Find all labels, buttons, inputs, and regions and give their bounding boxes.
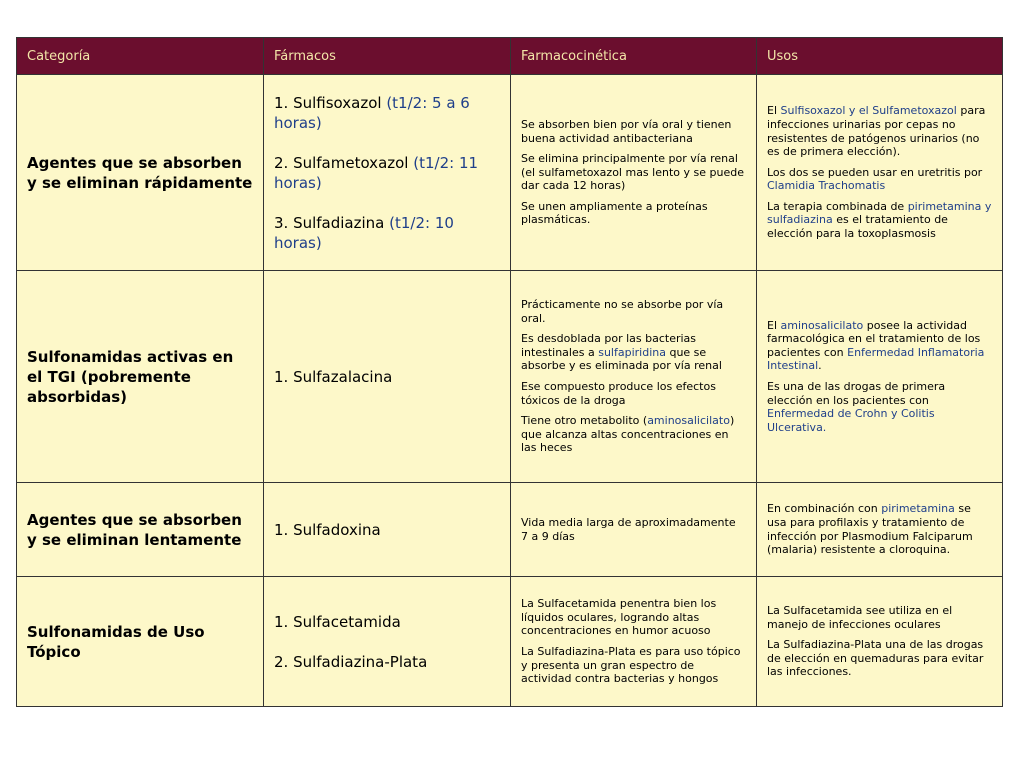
pharmacokinetics-cell — [511, 577, 757, 707]
uses-paragraph: La Sulfadiazina-Plata una de las drogas de elección en quemaduras para evitar las infecciones. — [767, 638, 984, 679]
header-usos: Usos — [757, 38, 1003, 75]
category-cell: Agentes que se absorben y se eliminan rápidamente — [17, 75, 264, 271]
pk-paragraph: La Sulfacetamida penentra bien los líquidos oculares, logrando altas concentraciones en humor acuoso — [521, 597, 717, 638]
drug-item: 1. Sulfazalacina — [274, 367, 393, 386]
pk-paragraph: Ese compuesto produce los efectos tóxicos de la droga — [521, 380, 716, 407]
pk-paragraph: Vida media larga de aproximadamente 7 a 9 días — [521, 515, 736, 543]
table-row — [17, 271, 1003, 483]
pk-paragraph: Es desdoblada por las bacterias intestinales a sulfapiridina que se absorbe y es eliminada por vía renal — [521, 332, 722, 373]
table-row — [17, 577, 1003, 707]
uses-paragraph: Es una de las drogas de primera elección en los pacientes con Enfermedad de Crohn y Colitis Ulcerativa. — [767, 380, 946, 434]
drugs-cell — [264, 271, 511, 483]
sulfonamides-table — [16, 37, 1003, 707]
drug-item: 1. Sulfacetamida — [274, 612, 401, 631]
category-cell: Agentes que se absorben y se eliminan lentamente — [17, 483, 264, 577]
drugs-cell — [264, 577, 511, 707]
pharmacokinetics-cell — [511, 75, 757, 271]
pk-paragraph: Se unen ampliamente a proteínas plasmáticas. — [521, 199, 708, 227]
drugs-cell — [264, 483, 511, 577]
header-farmacocinetica: Farmacocinética — [511, 38, 757, 75]
drug-item: 2. Sulfadiazina-Plata — [274, 652, 428, 671]
drug-item: 2. Sulfametoxazol (t1/2: 11 horas) — [274, 153, 479, 192]
header-row — [17, 38, 1003, 75]
drugs-cell — [264, 75, 511, 271]
category-cell: Sulfonamidas activas en el TGI (pobremente absorbidas) — [17, 271, 264, 483]
pk-paragraph: La Sulfadiazina-Plata es para uso tópico y presenta un gran espectro de actividad contra bacterias y hongos — [521, 645, 741, 686]
uses-cell — [757, 483, 1003, 577]
uses-paragraph: En combinación con pirimetamina se usa para profilaxis y tratamiento de infección por Plasmodium Falciparum (malaria) resistente a cloroquina. — [767, 502, 973, 557]
uses-paragraph: La Sulfacetamida see utiliza en el manejo de infecciones oculares — [767, 604, 953, 631]
drug-item: 1. Sulfadoxina — [274, 520, 381, 539]
drug-item: 3. Sulfadiazina (t1/2: 10 horas) — [274, 213, 454, 252]
uses-paragraph: El aminosalicilato posee la actividad farmacológica en el tratamiento de los pacientes con Enfermedad Inflamatoria Intestinal. — [767, 318, 985, 373]
header-farmacos: Fármacos — [264, 38, 511, 75]
table-row — [17, 75, 1003, 271]
uses-paragraph: Los dos se pueden usar en uretritis por Clamidia Trachomatis — [767, 165, 983, 193]
uses-cell — [757, 271, 1003, 483]
uses-paragraph: La terapia combinada de pirimetamina y sulfadiazina es el tratamiento de elección para la toxoplasmosis — [767, 199, 992, 241]
uses-cell — [757, 75, 1003, 271]
uses-cell — [757, 577, 1003, 707]
pk-paragraph: Tiene otro metabolito (aminosalicilato) que alcanza altas concentraciones en las heces — [521, 414, 735, 455]
uses-paragraph: El Sulfisoxazol y el Sulfametoxazol para infecciones urinarias por cepas no resistentes de patógenos urinarios (no es de primera elección). — [767, 104, 986, 159]
pk-paragraph: Prácticamente no se absorbe por vía oral. — [521, 298, 724, 325]
pk-paragraph: Se elimina principalmente por vía renal (el sulfametoxazol mas lento y se puede dar cada 12 horas) — [521, 152, 744, 193]
pharmacokinetics-cell — [511, 483, 757, 577]
table-row — [17, 483, 1003, 577]
drug-item: 1. Sulfisoxazol (t1/2: 5 a 6 horas) — [274, 93, 470, 132]
header-categoria: Categoría — [17, 38, 264, 75]
pharmacokinetics-cell — [511, 271, 757, 483]
pk-paragraph: Se absorben bien por vía oral y tienen buena actividad antibacteriana — [521, 117, 732, 145]
category-cell: Sulfonamidas de Uso Tópico — [17, 577, 264, 707]
